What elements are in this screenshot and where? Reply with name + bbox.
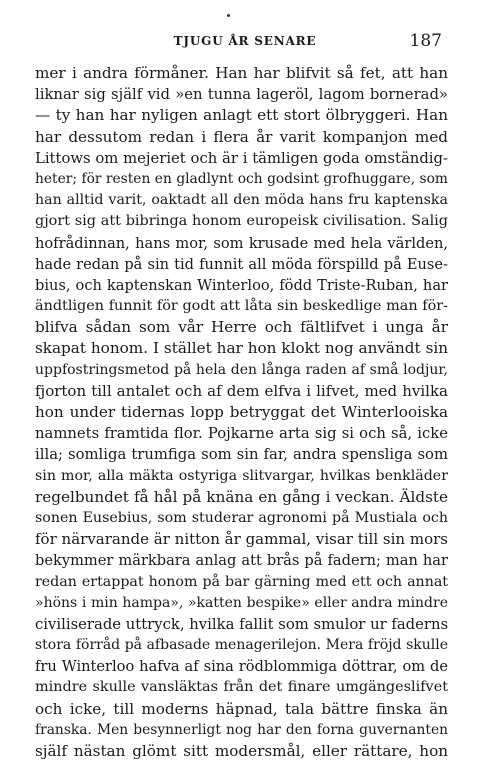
text-line: hofrådinnan, hans mor, som krusade med hela världen, <box>35 234 448 252</box>
text-line: sin mor, alla mäkta ostyriga slitvargar, hvilkas benkläder <box>35 467 448 484</box>
text-line: uppfostringsmetod på hela den långa raden af små lodjur, <box>35 361 448 378</box>
text-line: illa; somliga trumfiga som sin far, andra spensliga som <box>35 446 448 464</box>
text-line: liknar sig själf vid »en tunna lageröl, lagom bornerad» <box>35 86 448 104</box>
text-line: sonen Eusebius, som studerar agronomi på Mustiala och <box>35 509 448 526</box>
text-line: regelbundet få hål på knäna en gång i veckan. Äldste <box>35 487 448 506</box>
text-line: stora förråd på afbasade menagerilejon. Mera fröjd skulle <box>35 637 448 654</box>
text-line: hade redan på sin tid funnit all möda förspilld på Euse- <box>35 255 448 273</box>
text-line: fjorton till antalet och af dem elfva i lifvet, med hvilka <box>35 381 448 400</box>
text-line: blifva sådan som vår Herre och fältlifvet i unga år <box>35 318 448 337</box>
text-line: heter; för resten en gladlynt och godsint grofhuggare, som <box>35 170 448 187</box>
text-line: skapat honom. I stället har hon klokt nog användt sin <box>35 339 448 358</box>
text-line: franska. Men besynnerligt nog har den forna guvernanten <box>35 721 448 738</box>
text-line: fru Winterloo hafva af sina rödblommiga döttrar, om de <box>35 658 448 676</box>
page-number: 187 <box>409 31 442 51</box>
text-line: för närvarande är nitton år gammal, visar till sin mors <box>35 530 448 549</box>
print-speck <box>227 14 230 17</box>
text-line: bius, och kaptenskan Winterloo, född Triste-Ruban, har <box>35 276 448 294</box>
text-line: själf nästan glömt sitt modersmål, eller rättare, hon <box>35 742 448 760</box>
text-line: han alltid varit, oaktadt all den möda hans fru kaptenska <box>35 192 448 209</box>
text-line: namnets framtida flor. Pojkarne arta sig si och så, icke <box>35 425 448 443</box>
text-line: — ty han har nyligen anlagt ett stort ölbryggeri. Han <box>35 106 448 125</box>
text-line: mindre skulle vansläktas från det finare umgängeslifvet <box>35 679 448 696</box>
text-line: har dessutom redan i flera år varit kompanjon med <box>35 127 448 146</box>
text-line: »höns i min hampa», »katten bespike» eller andra mindre <box>35 594 448 611</box>
text-line: gjort sig att bibringa honom europeisk civilisation. Salig <box>35 213 448 230</box>
text-line: bekymmer märkbara anlag att brås på fadern; man har <box>35 552 448 570</box>
text-line: Littows om mejeriet och är i tämligen goda omständig- <box>35 149 448 167</box>
text-line: ändtligen funnit för godt att låta sin beskedlige man för- <box>35 298 448 315</box>
text-line: och icke, till moderns häpnad, tala bättre finska än <box>35 699 448 718</box>
text-line: redan ertappat honom på bar gärning med ett och annat <box>35 573 448 590</box>
running-title: TJUGU ÅR SENARE <box>173 34 317 48</box>
text-line: hon under tidernas lopp betryggat det Winterlooiska <box>35 403 448 421</box>
text-line: civiliserade uttryck, hvilka fallit som smulor ur faderns <box>35 615 448 633</box>
running-head <box>0 31 480 54</box>
text-line: mer i andra förmåner. Han har blifvit så fet, att han <box>35 64 448 82</box>
body-text <box>35 63 448 762</box>
